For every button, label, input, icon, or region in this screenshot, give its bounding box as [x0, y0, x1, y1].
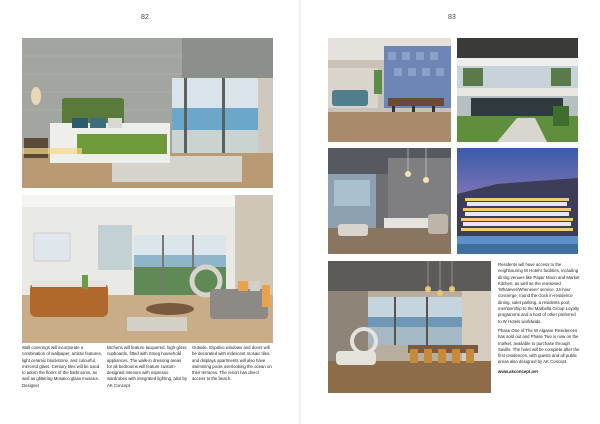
- bar-lounge-photo: [328, 38, 451, 142]
- living-room-photo: [22, 195, 273, 343]
- bedroom-photo: [22, 38, 273, 188]
- pool-terrace-photo: [457, 38, 578, 142]
- left-column-1: [22, 345, 102, 392]
- page-gutter: [299, 0, 301, 424]
- page-number-left: 82: [141, 14, 149, 21]
- resort-night-photo: [457, 148, 578, 254]
- right-column: [498, 262, 580, 378]
- left-paragraph-1: Wall coverings will incorporate a combination of wallpaper, artistic features, light ceramic blockstone, and colourful, mirrored glass. Century tiles will be used to adorn the floors of the bathrooms, as well as glittering Mosaico glass mosaics. Designer: [22, 345, 103, 388]
- website-link[interactable]: www.akconcept.net: [498, 368, 538, 374]
- dining-room-photo: [328, 261, 491, 393]
- right-paragraph-2: Phase One of The W Algarve Residences has sold out and Phase Two is now on the market, available to purchase through Savills. The hotel will be complete after the first residences, with guests and all public areas also designed by AK Concept.: [498, 327, 580, 365]
- right-paragraph-1: Residents will have access to the neighbouring W Hotel's facilities, including dining venues like Paper Moon and Market Kitchen, as well as the renowned 'Whatever/Whenever' service, 24-hour concierge, round the clock in-residence dining, valet parking, a residents pool, membership to the Marbella Group Loyalty programme and a host of other preferred to W Hotels worldwide.: [498, 262, 580, 324]
- left-column-2: [107, 345, 187, 392]
- left-paragraph-2: kitchens will feature lacquered, high-gloss cupboards, fitted with Smeg household appliances. The walk-in dressing areas for all bedrooms will feature custom-designed interiors with espresso wardrobes with integrated lighting, also by AK Concept.: [107, 345, 188, 388]
- left-column-3: [192, 345, 272, 386]
- left-paragraph-3: Outside, Espalvo windows and doors will be decorated with iridescent mosaic tiles, and displays apartments will also have swimming pools overlooking the ocean on their terraces. The resort has direct access to the beach.: [192, 345, 272, 382]
- lobby-lounge-photo: [328, 148, 451, 254]
- page-number-right: 83: [448, 14, 456, 21]
